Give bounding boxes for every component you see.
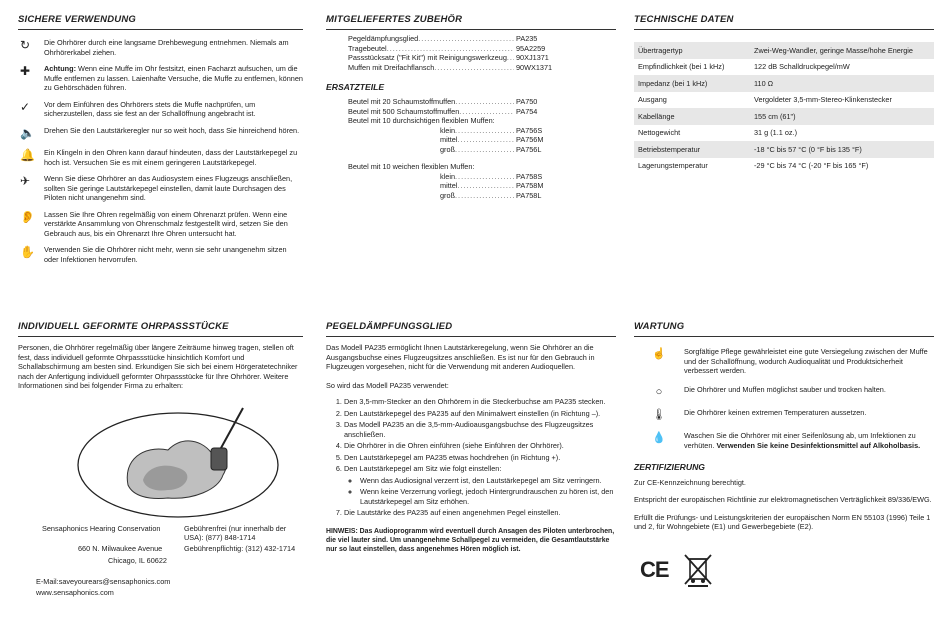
cert-p3: Erfüllt die Prüfungs- und Leistungskriterien der europäischen Norm EN 55103 (1996) Teile 1 und 2, für Wohngebiete (E1) und Gewerbegebiete (E2). <box>634 512 931 531</box>
part-name: Beutel mit 500 Schaumstoffmuffen <box>348 106 460 116</box>
care-title: WARTUNG <box>634 321 934 337</box>
leader-dots <box>418 34 514 43</box>
part-name: Beutel mit 20 Schaumstoffmuffen <box>348 97 456 107</box>
web-link[interactable]: www.sensaphonics.com <box>36 588 114 597</box>
part-name: Passstücksatz ("Fit Kit") mit Reinigungswerkzeug <box>348 53 507 63</box>
safety-text <box>44 38 303 57</box>
airplane-icon: ✈ <box>20 174 31 189</box>
tech-row <box>634 158 934 174</box>
ce-mark: CE <box>640 557 669 583</box>
bell-icon: 🔔 <box>20 148 35 163</box>
check-icon: ✓ <box>20 99 31 114</box>
care-text <box>684 347 934 375</box>
tech-key: Empfindlichkeit (bei 1 kHz) <box>638 62 725 72</box>
step-item: 1. Den 3,5-mm-Stecker an den Ohrhörern in die Steckerbuchse am PA235 stecken. <box>344 397 616 406</box>
part-code: PA756M <box>516 135 544 145</box>
cert-p1: Zur CE-Kennzeichnung berechtigt. <box>634 477 746 487</box>
tech-row <box>634 92 934 108</box>
tech-row <box>634 75 934 91</box>
drop-icon: 💧 <box>652 432 666 445</box>
safety-title: SICHERE VERWENDUNG <box>18 14 303 30</box>
tech-key: Nettogewicht <box>638 128 681 138</box>
care-text <box>684 385 934 399</box>
step-item: 3. Das Modell PA235 an die 3,5-mm-Audioausgangsbuchse des Flugzeugsitzes anschließen. <box>344 420 616 439</box>
tech-table <box>634 42 934 174</box>
tech-title: TECHNISCHE DATEN <box>634 14 934 30</box>
email-link[interactable]: E-Mail:saveyourears@sensaphonics.com <box>36 577 171 586</box>
spares-group2-label: Beutel mit 10 weichen flexiblen Muffen: <box>348 162 475 172</box>
part-name: klein <box>440 171 456 181</box>
safety-text <box>44 100 303 119</box>
speaker-icon: 🔈 <box>20 125 35 140</box>
safety-item <box>18 174 303 202</box>
parts-row <box>440 145 570 154</box>
tech-value: Vergoldeter 3,5-mm-Stereo-Klinkenstecker <box>754 95 892 105</box>
cert-p2: Entspricht der europäischen Richtlinie zur elektromagnetischen Verträglichkeit 89/336/EWG. <box>634 495 932 505</box>
care-warning: Verwenden Sie keine Desinfektionsmittel auf Alkoholbasis. <box>716 440 921 450</box>
part-name: groß <box>440 190 456 200</box>
safety-text-body: Die Ohrhörer durch eine langsame Drehbewegung entnehmen. Niemals am Ohrhörerkabel ziehen. <box>44 38 289 57</box>
tech-section <box>634 14 934 174</box>
part-code: PA754 <box>516 106 538 116</box>
step-item: 5. Den Lautstärkepegel am PA235 etwas hochdrehen (in Richtung +). <box>344 453 616 462</box>
step-item: 4. Die Ohrhörer in die Ohren einführen (siehe Einführen der Ohrhörer). <box>344 441 616 450</box>
care-text-body: Die Ohrhörer und Muffen möglichst sauber und trocken halten. <box>684 384 886 394</box>
safety-text-body: Wenn eine Muffe im Ohr festsitzt, einen Facharzt aufsuchen, um die Muffe entfernen zu lassen. Laienhafte Versuche, die Muffe zu entfernen, können zu Gehörschäden führen. <box>44 64 303 93</box>
weee-bin-icon <box>683 553 713 587</box>
part-name: groß <box>440 144 456 154</box>
phone-free: Gebührenfrei (nur innerhalb der USA): (877) 848-1714 <box>184 524 287 543</box>
company-city: Chicago, IL 60622 <box>108 556 167 565</box>
thermometer-icon: 🌡 <box>652 409 666 422</box>
safety-item <box>18 100 303 119</box>
safety-item <box>18 126 303 142</box>
custom-title: INDIVIDUELL GEFORMTE OHRPASSSTÜCKE <box>18 321 303 337</box>
safety-text <box>44 210 303 238</box>
part-code: PA758M <box>516 181 544 191</box>
tech-row <box>634 108 934 124</box>
part-code: PA750 <box>516 97 538 107</box>
safety-item <box>18 38 303 57</box>
parts-row <box>348 63 570 72</box>
safety-text <box>44 126 303 142</box>
tech-value: Zwei-Weg-Wandler, geringe Masse/hohe Energie <box>750 42 934 58</box>
custom-section <box>18 321 303 391</box>
part-code: 90XJ1371 <box>516 53 549 63</box>
step-text: Den Lautstärkepegel am Sitz wie folgt einstellen: <box>344 464 502 474</box>
safety-text <box>44 148 303 167</box>
leader-dots <box>507 53 514 62</box>
care-item <box>634 408 934 422</box>
accessories-list <box>326 34 570 72</box>
safety-item <box>18 148 303 167</box>
column-left <box>18 0 303 623</box>
tech-key: Betriebstemperatur <box>634 141 750 157</box>
attenuator-section <box>326 321 616 555</box>
part-name: mittel <box>440 181 458 191</box>
cross-icon: ✚ <box>20 64 31 79</box>
leader-dots <box>459 107 514 116</box>
safety-section <box>18 14 303 271</box>
phone-paid: Gebührenpflichtig: (312) 432-1714 <box>184 544 296 553</box>
cert-marks <box>634 553 934 587</box>
column-right <box>634 0 934 623</box>
safety-text-body: Lassen Sie Ihre Ohren regelmäßig von einem Ohrenarzt prüfen. Wenn eine verstärkte Ansammlung von Ohrenschmalz festgestellt wird, setzen Sie den Gebrauch aus, bis ein Ohrenarzt Ihre Ohren untersucht hat. <box>44 209 288 238</box>
part-name: mittel <box>440 135 458 145</box>
attenuator-how: So wird das Modell PA235 verwendet: <box>326 380 449 390</box>
safety-text <box>44 64 303 92</box>
tech-key: Ausgang <box>638 95 667 105</box>
leader-dots <box>457 135 514 144</box>
part-name: klein <box>440 125 456 135</box>
tech-value: -18 °C bis 57 °C (0 °F bis 135 °F) <box>750 141 934 157</box>
part-code: 95A2259 <box>516 43 546 53</box>
care-text-body: Die Ohrhörer keinen extremen Temperaturen aussetzen. <box>684 408 867 418</box>
tech-value: 31 g (1.1 oz.) <box>754 128 797 138</box>
leader-dots <box>455 126 514 135</box>
safety-list <box>18 38 303 264</box>
hand-icon: ✋ <box>20 245 35 260</box>
parts-row <box>440 181 570 190</box>
rotate-icon: ↻ <box>20 38 31 53</box>
leader-dots <box>455 145 514 154</box>
parts-row <box>348 44 570 53</box>
cert-title: ZERTIFIZIERUNG <box>634 462 705 473</box>
parts-row <box>348 97 570 106</box>
safety-warning-label: Achtung: <box>44 64 77 74</box>
parts-row <box>440 191 570 200</box>
leader-dots <box>457 181 514 190</box>
parts-row <box>348 107 570 116</box>
care-text <box>684 408 934 422</box>
tech-value: 110 Ω <box>750 75 934 91</box>
part-code: PA756L <box>516 144 542 154</box>
part-code: PA235 <box>516 34 538 44</box>
care-text-body: Sorgfältige Pflege gewährleistet eine gute Versiegelung zwischen der Muffe und der Schallöffnung, wodurch Audioqualität und Produktsicherheit verbessert werden. <box>684 347 928 376</box>
tech-value: 155 cm (61") <box>750 108 934 124</box>
leader-dots <box>455 172 514 181</box>
tech-key: Impedanz (bei 1 kHz) <box>634 75 750 91</box>
safety-item <box>18 64 303 92</box>
leader-dots <box>455 191 514 200</box>
tech-value: 122 dB Schalldruckpegel/mW <box>754 62 850 72</box>
care-item <box>634 431 934 450</box>
parts-row <box>440 135 570 144</box>
parts-row <box>440 172 570 181</box>
attenuator-steps <box>326 397 616 517</box>
safety-text-body: Ein Klingeln in den Ohren kann darauf hindeuten, dass der Lautstärkepegel zu hoch ist. Versuchen Sie es mit einem geringeren Lautstärkepegel. <box>44 148 298 167</box>
leader-dots <box>387 44 514 53</box>
care-text-body: Waschen Sie die Ohrhörer mit einer Seifenlösung ab, um Infektionen zu verhüten. <box>684 431 916 450</box>
custom-text: Personen, die Ohrhörer regelmäßig über längere Zeiträume hinweg tragen, stellen oft fest, dass individuell geformte Ohrpassstücke hinsichtlich Komfort und Schallabschirmung am besten sind. Erkundigen Sie sich bei einem Hörgeratetechniker nach der Anfertigung individuell geformter Ohrpassstücke für Ihre Ohrhörer. Weitere Informationen sind bei folgender Firma zu erhalten: <box>18 343 298 391</box>
part-code: PA756S <box>516 125 543 135</box>
parts-row <box>348 53 570 62</box>
attenuator-title: PEGELDÄMPFUNGSGLIED <box>326 321 616 337</box>
safety-text-body: Drehen Sie den Lautstärkeregler nur so weit hoch, dass Sie hinreichend hören. <box>44 125 300 135</box>
tech-key: Kabellänge <box>634 108 750 124</box>
part-code: PA758L <box>516 190 542 200</box>
leader-dots <box>455 97 514 106</box>
step-item: 2. Den Lautstärkepegel des PA235 auf den Minimalwert einstellen (in Richtung –). <box>344 409 616 418</box>
column-middle <box>326 0 616 623</box>
safety-text <box>44 174 303 202</box>
accessories-title: MITGELIEFERTES ZUBEHÖR <box>326 14 616 30</box>
safety-text-body: Wenn Sie diese Ohrhörer an das Audiosystem eines Flugzeugs anschließen, sollten Sie geringe Lautstärkepegel einstellen, damit laute Durchsagen des Piloten nicht unangenehm sind. <box>44 174 293 203</box>
tech-value: -29 °C bis 74 °C (-20 °F bis 165 °F) <box>754 161 869 171</box>
tech-row <box>634 125 934 141</box>
company-street: 660 N. Milwaukee Avenue <box>78 544 163 553</box>
care-item <box>634 385 934 399</box>
safety-text-body: Verwenden Sie die Ohrhörer nicht mehr, wenn sie sehr unangenehm sitzen oder Infektionen hervorrufen. <box>44 245 287 264</box>
part-code: PA758S <box>516 171 543 181</box>
step-item <box>344 464 616 506</box>
tech-row <box>634 141 934 157</box>
parts-row <box>348 34 570 43</box>
spares-title: ERSATZTEILE <box>326 82 385 93</box>
company-name: Sensaphonics Hearing Conservation <box>42 524 161 533</box>
safety-text-body: Vor dem Einführen des Ohrhörers stets die Muffe nachprüfen, um sicherzustellen, dass sie fest an der Schallöffnung angebracht ist. <box>44 99 256 119</box>
tech-row <box>634 59 934 75</box>
step-item: 7. Die Lautstärke des PA235 auf einen angenehmen Pegel einstellen. <box>344 508 616 517</box>
hand-pointing-icon: ☝ <box>652 348 666 361</box>
ear-icon: 👂 <box>20 209 35 224</box>
tech-key: Übertragertyp <box>634 42 750 58</box>
accessories-section <box>326 14 616 200</box>
care-section <box>634 321 934 587</box>
step-bullets <box>344 476 616 506</box>
care-list <box>634 347 934 450</box>
spares-list <box>326 97 570 200</box>
bullet-item: ◦ Wenn keine Verzerrung vorliegt, jedoch Hintergrundrauschen zu hören ist, den Lautstärkepegel am Sitz erhöhen. <box>360 487 616 506</box>
tech-row <box>634 42 934 58</box>
part-name: Muffen mit Dreifachflansch <box>348 62 435 72</box>
attenuator-intro: Das Modell PA235 ermöglicht Ihnen Lautstärkeregelung, wenn Sie Ohrhörer an die Ausgangsbuchse eines Flugzeugsitzes anschließen. Es ist nur für den Gebrauch in Flugzeugen vorgesehen, nicht für die Verwendung mit anderen Audioquellen. <box>326 343 595 372</box>
care-item <box>634 347 934 375</box>
safety-text <box>44 245 303 264</box>
parts-row <box>440 126 570 135</box>
safety-item <box>18 245 303 264</box>
bullet-item: ◦ Wenn das Audiosignal verzerrt ist, den Lautstärkepegel am Sitz verringern. <box>360 476 616 485</box>
attenuator-note: HINWEIS: Das Audioprogramm wird eventuell durch Ansagen des Piloten unterbrochen, die viel lauter sind. Um unangenehme Schallpegel zu vermeiden, die Gesamtlautstärke nur so laut einstellen, dass angenehmes Hören möglich ist. <box>326 527 615 553</box>
care-text <box>684 431 934 450</box>
leader-dots <box>434 63 514 72</box>
spares-group1-label: Beutel mit 10 durchsichtigen flexiblen Muffen: <box>348 116 495 126</box>
part-name: Tragebeutel <box>348 43 387 53</box>
tech-key: Lagerungstemperatur <box>638 161 708 171</box>
earpiece-plug <box>211 448 227 470</box>
earpiece-illustration <box>73 400 283 520</box>
part-code: 90WX1371 <box>516 62 553 72</box>
part-name: Pegeldämpfungsglied <box>348 34 419 44</box>
safety-item <box>18 210 303 238</box>
circle-icon: ○ <box>655 385 663 398</box>
